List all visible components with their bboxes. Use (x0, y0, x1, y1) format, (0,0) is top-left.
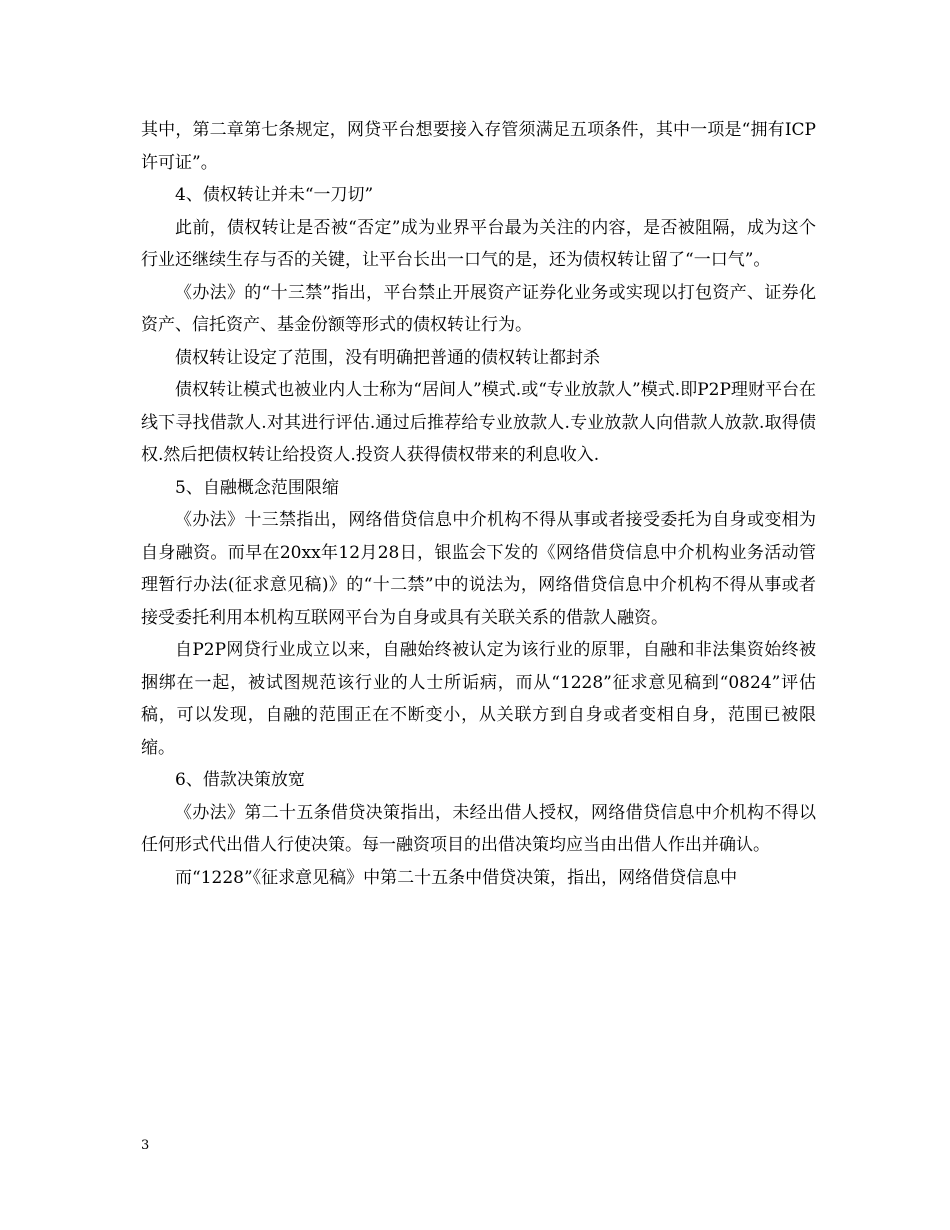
section-heading: 4、债权转让并未“一刀切” (175, 185, 374, 205)
section-heading: 5、自融概念范围限缩 (175, 477, 339, 498)
paragraph: 自P2P网贷行业成立以来，自融始终被认定为该行业的原罪，自融和非法集资始终被捆绑在一起，被试图规范该行业的人士所诟病，而从“1228”征求意见稿到“0824”评估稿，可以发现，自融的范围正在不断变小，从关联方到自身或者变相自身，范围已被限缩。 (141, 640, 816, 758)
paragraph: 债权转让设定了范围，没有明确把普通的债权转让都封杀 (175, 347, 600, 368)
document-body (141, 114, 816, 894)
paragraph: 《办法》的“十三禁”指出，平台禁止开展资产证券化业务或实现以打包资产、证券化资产、信托资产、基金份额等形式的债权转让行为。 (141, 282, 816, 335)
paragraph: 而“1228”《征求意见稿》中第二十五条中借贷决策，指出，网络借贷信息中 (175, 867, 738, 888)
page-number: 3 (141, 1138, 150, 1153)
section-heading: 6、借款决策放宽 (175, 770, 305, 790)
paragraph: 债权转让模式也被业内人士称为“居间人”模式.或“专业放款人”模式.即P2P理财平台在线下寻找借款人.对其进行评估.通过后推荐给专业放款人.专业放款人向借款人放款.取得债权.然后把债权转让给投资人.投资人获得债权带来的利息收入. (141, 380, 816, 465)
paragraph: 《办法》十三禁指出，网络借贷信息中介机构不得从事或者接受委托为自身或变相为自身融资。而早在20xx年12月28日，银监会下发的《网络借贷信息中介机构业务活动管理暂行办法(征求意见稿)》的“十二禁”中的说法为，网络借贷信息中介机构不得从事或者接受委托利用本机构互联网平台为自身或具有关联关系的借款人融资。 (141, 510, 816, 628)
paragraph: 其中，第二章第七条规定，网贷平台想要接入存管须满足五项条件，其中一项是“拥有ICP许可证”。 (141, 120, 816, 173)
paragraph: 此前，债权转让是否被“否定”成为业界平台最为关注的内容，是否被阻隔，成为这个行业还继续生存与否的关键，让平台长出一口气的是，还为债权转让留了“一口气”。 (141, 217, 816, 270)
paragraph: 《办法》第二十五条借贷决策指出，未经出借人授权，网络借贷信息中介机构不得以任何形式代出借人行使决策。每一融资项目的出借决策均应当由出借人作出并确认。 (141, 802, 816, 855)
